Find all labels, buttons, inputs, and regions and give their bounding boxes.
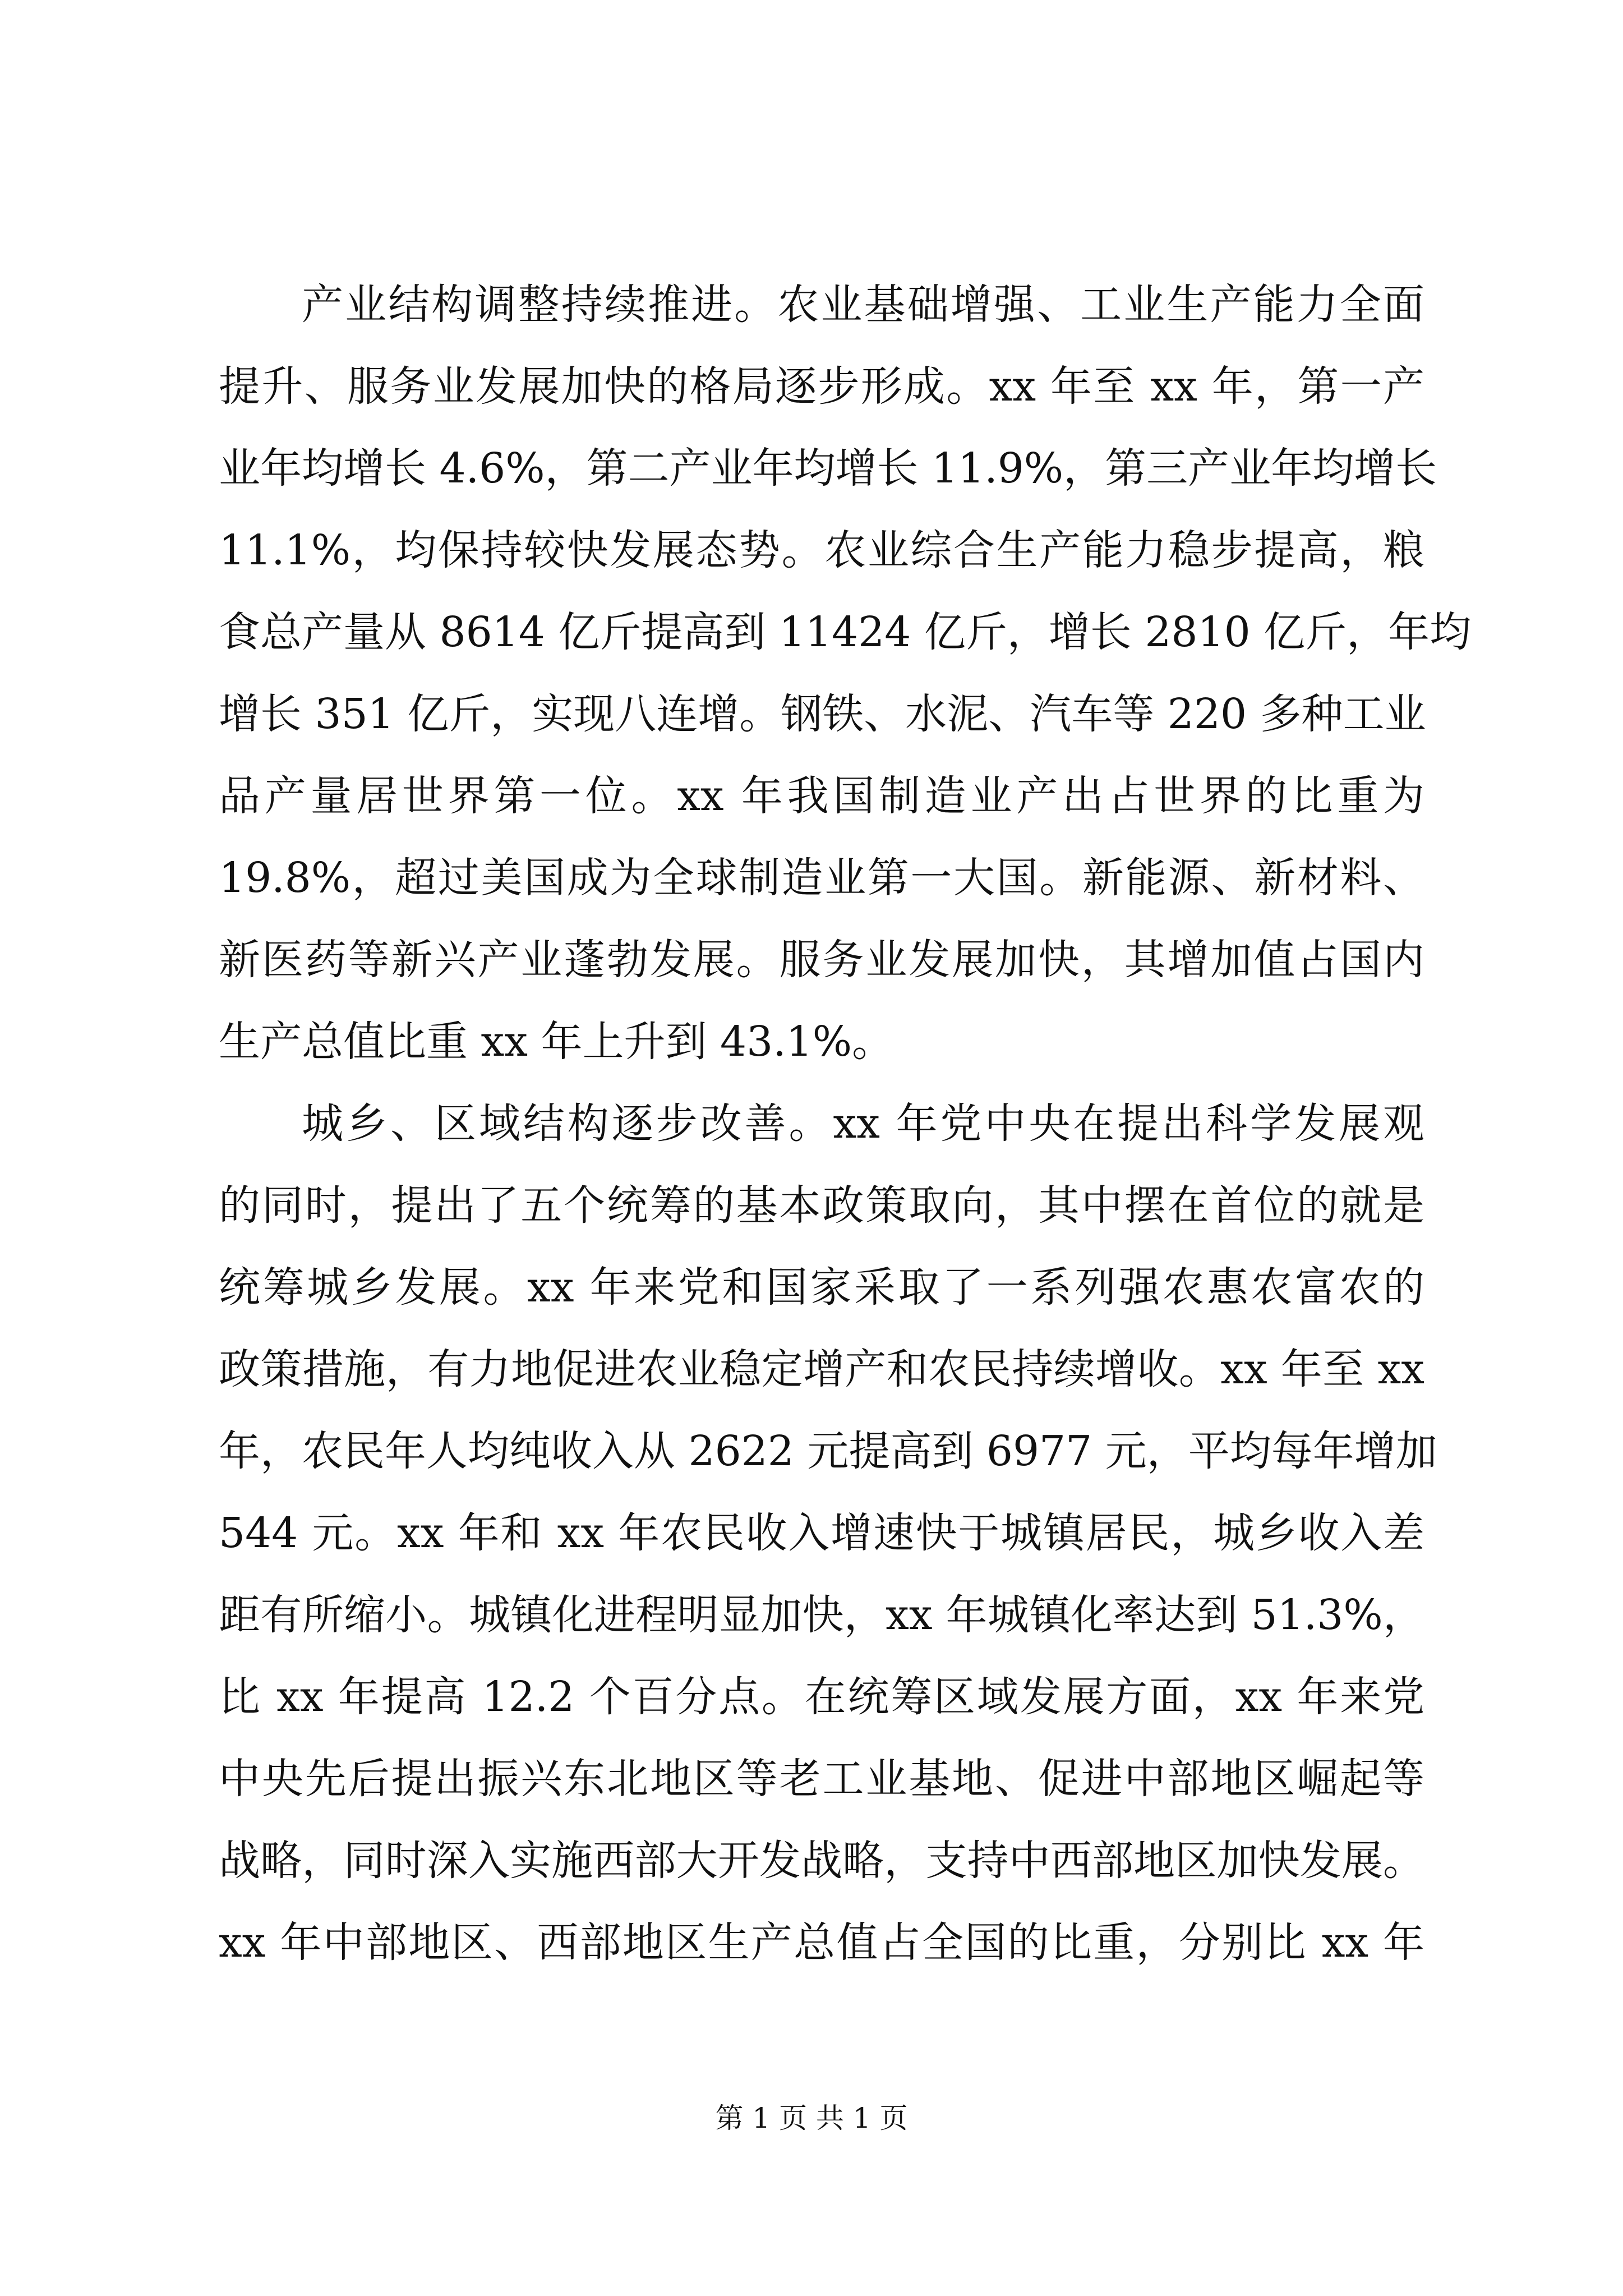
text-line: 食总产量从 8614 亿斤提高到 11424 亿斤，增长 2810 亿斤，年均 — [219, 608, 1472, 656]
page-footer: 第 1 页 共 1 页 — [715, 2102, 908, 2134]
text-line: 544 元。xx 年和 xx 年农民收入增速快于城镇居民，城乡收入差 — [219, 1509, 1424, 1557]
text-line: 战略，同时深入实施西部大开发战略，支持中西部地区加快发展。 — [219, 1837, 1424, 1885]
text-line: xx 年中部地区、西部地区生产总值占全国的比重，分别比 xx 年 — [219, 1918, 1424, 1967]
text-line: 19.8%，超过美国成为全球制造业第一大国。新能源、新材料、 — [219, 854, 1424, 902]
text-line: 距有所缩小。城镇化进程明显加快，xx 年城镇化率达到 51.3%， — [219, 1591, 1424, 1639]
text-line: 城乡、区域结构逐步改善。xx 年党中央在提出科学发展观 — [302, 1099, 1424, 1148]
body-text — [219, 264, 1472, 1984]
text-line: 统筹城乡发展。xx 年来党和国家采取了一系列强农惠农富农的 — [219, 1263, 1424, 1312]
text-line: 增长 351 亿斤，实现八连增。钢铁、水泥、汽车等 220 多种工业 — [219, 690, 1426, 738]
text-line: 新医药等新兴产业蓬勃发展。服务业发展加快，其增加值占国内 — [219, 936, 1424, 984]
paragraph-urban-rural-structure — [219, 1083, 1437, 1984]
text-line: 生产总值比重 xx 年上升到 43.1%。 — [219, 1018, 894, 1066]
text-line: 产业结构调整持续推进。农业基础增强、工业生产能力全面 — [302, 280, 1424, 329]
paragraph-industrial-structure — [219, 264, 1472, 1083]
text-line: 的同时，提出了五个统筹的基本政策取向，其中摆在首位的就是 — [219, 1181, 1424, 1230]
text-line: 业年均增长 4.6%，第二产业年均增长 11.9%，第三产业年均增长 — [219, 444, 1437, 493]
text-line: 提升、服务业发展加快的格局逐步形成。xx 年至 xx 年，第一产 — [219, 362, 1424, 411]
text-line: 政策措施，有力地促进农业稳定增产和农民持续增收。xx 年至 xx — [219, 1345, 1424, 1393]
text-line: 比 xx 年提高 12.2 个百分点。在统筹区域发展方面，xx 年来党 — [219, 1673, 1424, 1721]
text-line: 年，农民年人均纯收入从 2622 元提高到 6977 元，平均每年增加 — [219, 1427, 1437, 1475]
text-line: 11.1%，均保持较快发展态势。农业综合生产能力稳步提高，粮 — [219, 526, 1424, 574]
text-line: 中央先后提出振兴东北地区等老工业基地、促进中部地区崛起等 — [219, 1755, 1424, 1803]
text-line: 品产量居世界第一位。xx 年我国制造业产出占世界的比重为 — [219, 772, 1424, 820]
